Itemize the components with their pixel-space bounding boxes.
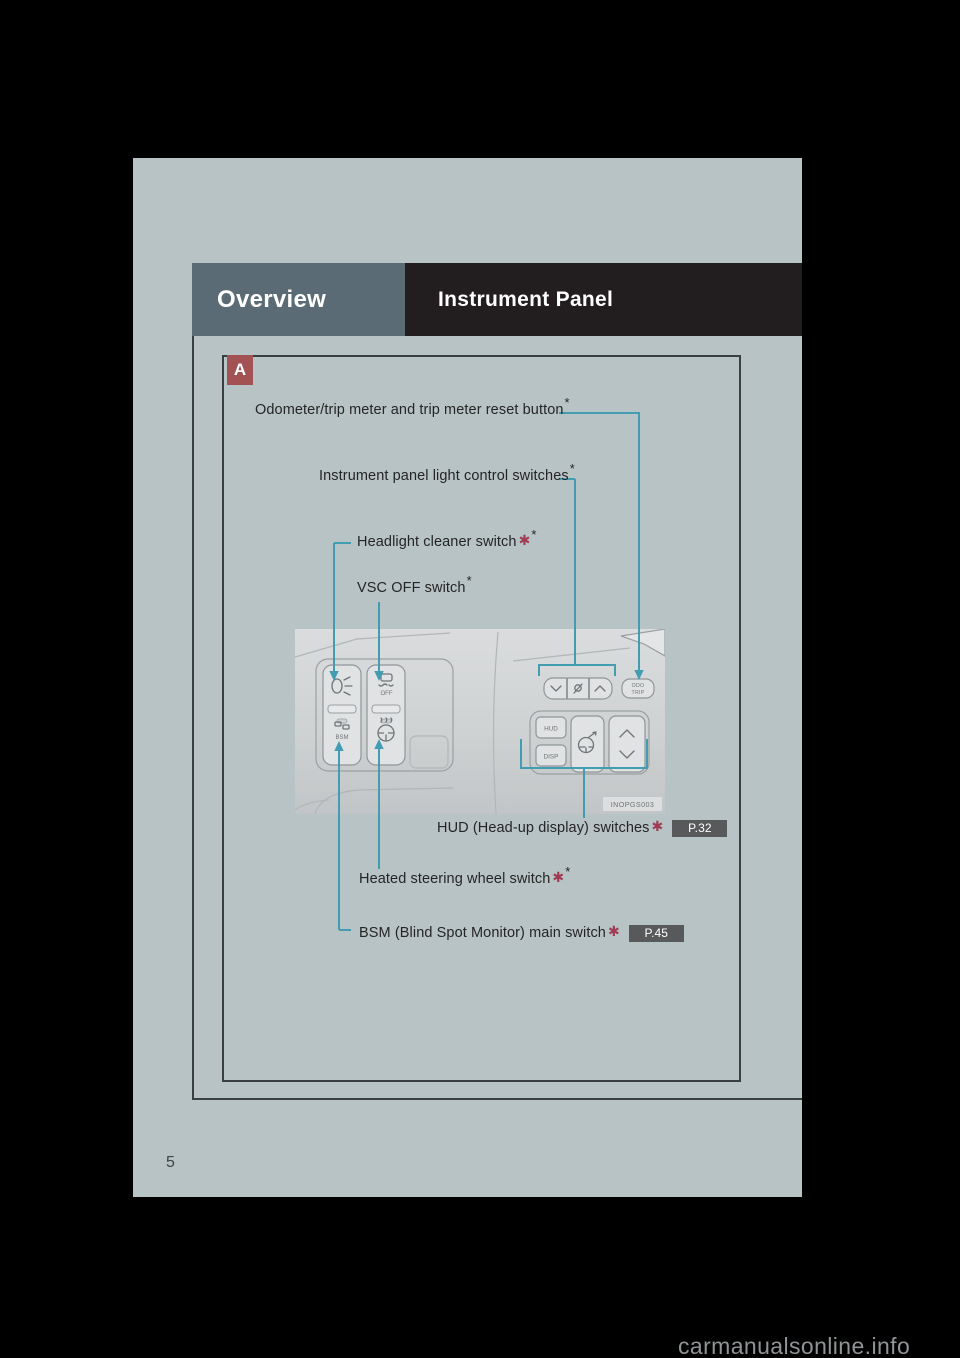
hud-button-text: HUD	[544, 725, 558, 733]
indicator-slot-right	[372, 705, 400, 713]
callout-panel-light-text: Instrument panel light control switches	[319, 468, 569, 484]
chapter-title: Instrument Panel	[438, 287, 614, 311]
figure-marker-a: A	[227, 355, 253, 385]
callout-heated-text: Heated steering wheel switch	[359, 871, 551, 887]
figure-box	[222, 355, 741, 1082]
section-label: Overview	[217, 285, 327, 313]
section-tab	[192, 263, 405, 336]
footnote-star: *	[531, 527, 537, 542]
hud-button	[536, 717, 566, 738]
image-code-text: INOPGS003	[610, 800, 655, 809]
footnote-star: *	[564, 395, 570, 410]
footnote-star: *	[466, 573, 472, 588]
note-asterisk: ✱	[651, 818, 664, 834]
page-number: 5	[166, 1154, 175, 1171]
callout-odometer-text: Odometer/trip meter and trip meter reset button	[255, 402, 564, 418]
instrument-panel-photo	[295, 629, 665, 814]
note-asterisk: ✱	[518, 532, 531, 548]
callout-hud-text: HUD (Head-up display) switches	[437, 820, 650, 836]
page-ref-badge: P.32	[672, 820, 727, 837]
image-code-tag	[603, 797, 662, 811]
footnote-star: *	[565, 864, 571, 879]
indicator-slot-left	[328, 705, 356, 713]
page-ref-badge: P.45	[629, 925, 684, 942]
paper	[133, 158, 802, 1197]
callout-hud	[437, 819, 727, 836]
disp-button-text: DISP	[543, 753, 559, 761]
odo-text-line1: ODO	[631, 683, 645, 689]
callout-headlight	[357, 527, 537, 550]
note-asterisk: ✱	[607, 923, 620, 939]
callout-vsc	[357, 573, 472, 596]
odo-trip-button	[622, 679, 654, 698]
callout-bsm-text: BSM (Blind Spot Monitor) main switch	[359, 925, 606, 941]
callout-bsm	[359, 924, 684, 941]
bsm-text: BSM	[335, 735, 349, 741]
vsc-off-text: OFF	[380, 691, 393, 697]
note-asterisk: ✱	[552, 869, 565, 885]
footnote-star: *	[569, 461, 575, 476]
odo-text-line2: TRIP	[631, 690, 645, 696]
chapter-title-bar	[405, 263, 802, 336]
headlight-cleaner-bsm-switch	[323, 665, 361, 765]
callout-heated	[359, 864, 571, 887]
watermark: carmanualsonline.info	[678, 1333, 911, 1358]
callout-panel-light	[319, 461, 575, 484]
hud-updown-button	[609, 716, 645, 772]
callout-headlight-text: Headlight cleaner switch	[357, 534, 517, 550]
vsc-heated-switch	[367, 665, 405, 765]
hud-adjust-button	[571, 716, 604, 772]
callout-odometer	[255, 395, 570, 418]
callout-vsc-text: VSC OFF switch	[357, 580, 466, 596]
chapter-header	[192, 263, 802, 336]
disp-button	[536, 745, 566, 766]
